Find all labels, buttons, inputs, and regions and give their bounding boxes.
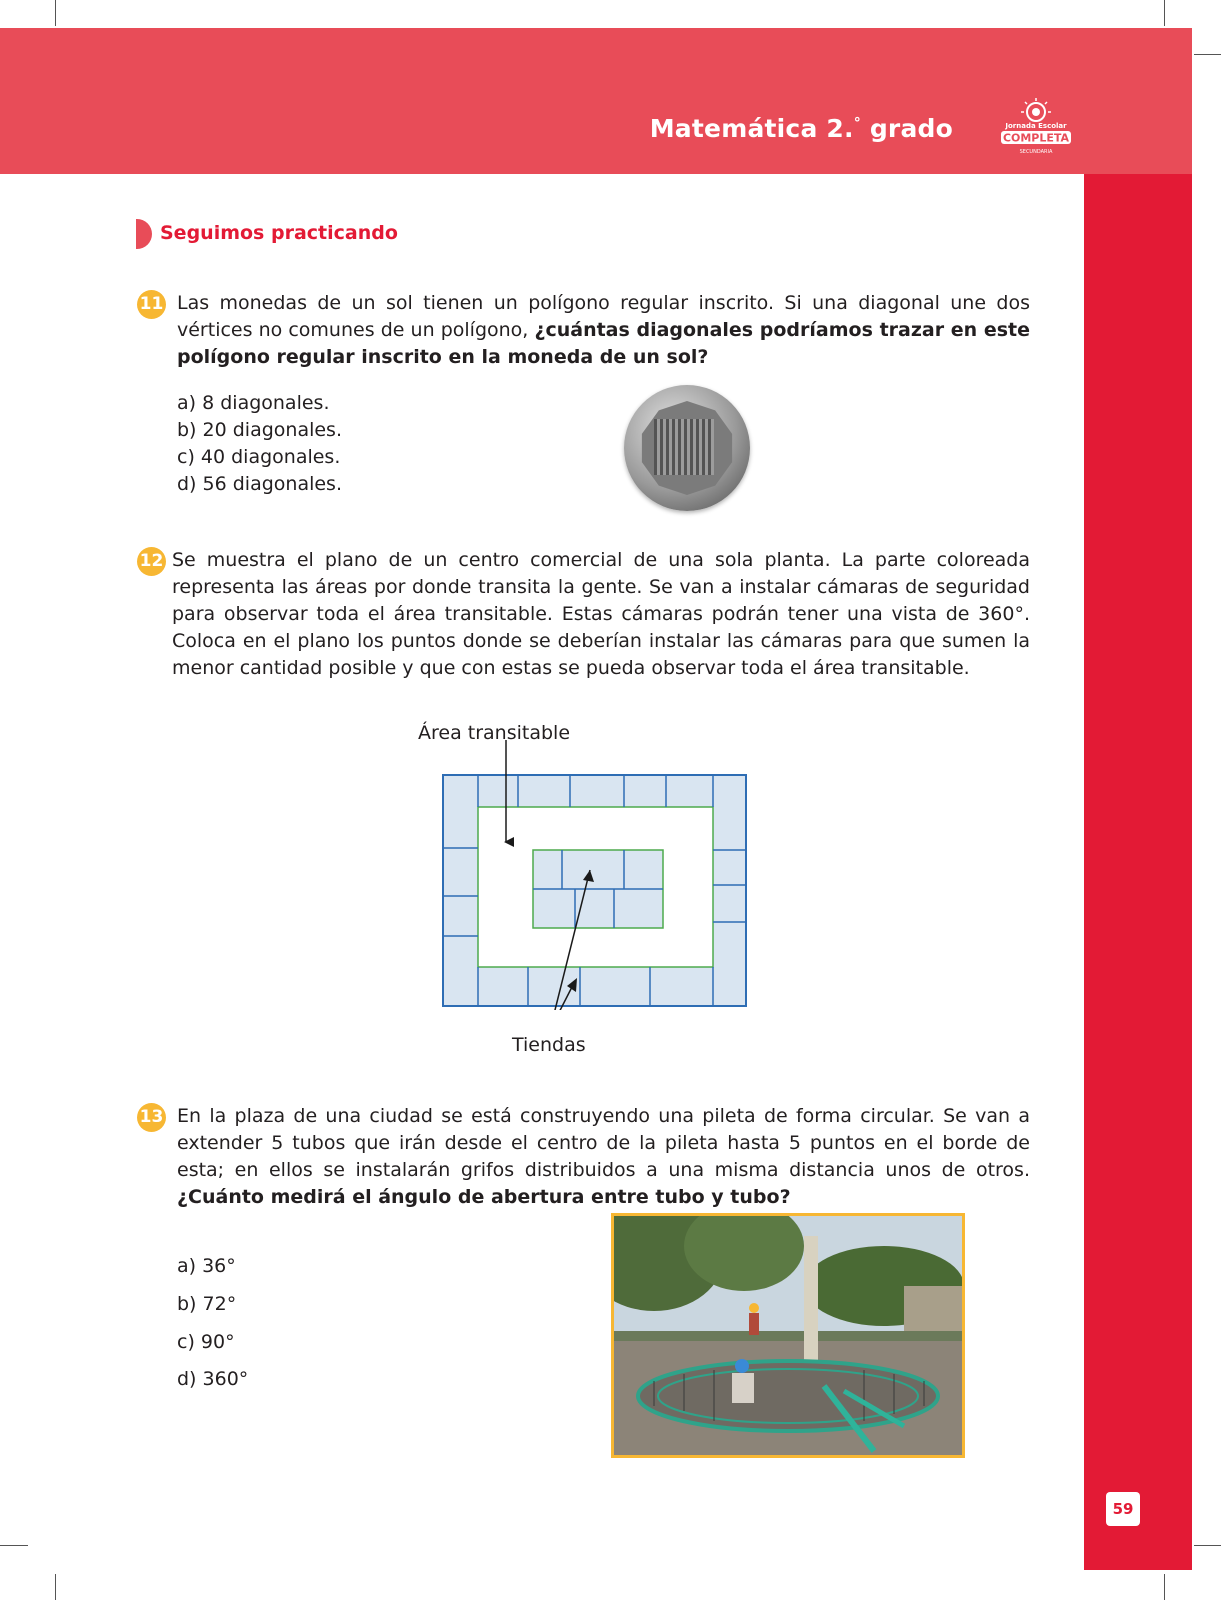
- crop-mark: [1164, 0, 1165, 26]
- svg-text:SECUNDARIA: SECUNDARIA: [1019, 149, 1053, 155]
- page-number: 59: [1106, 1492, 1140, 1526]
- fountain-construction-photo: [611, 1213, 965, 1458]
- question-12-text: Se muestra el plano de un centro comercial de una sola planta. La parte coloreada representa las áreas por donde transita la gente. Se van a instalar cámaras de seguridad para observar toda el área transitable. Estas cámaras podrán tener una vista de 360°. Coloca en el plano los puntos donde se deberían instalar las cámaras para que sumen la menor cantidad posible y que con estas se pueda observar toda el área transitable.: [172, 549, 1030, 679]
- crop-mark: [1194, 54, 1221, 55]
- question-11-text: Las monedas de un sol tienen un polígono regular inscrito. Si una diagonal une dos vértices no comunes de un polígono, ¿cuántas diagonales podríamos trazar en este polígono regular inscrito en la moneda de un sol?: [177, 292, 1030, 368]
- option-d: d) 56 diagonales.: [177, 473, 342, 495]
- svg-text:Jornada Escolar: Jornada Escolar: [1005, 122, 1067, 130]
- question-number-badge: 13: [137, 1103, 166, 1132]
- svg-text:COMPLETA: COMPLETA: [1002, 131, 1070, 145]
- label-tiendas: Tiendas: [512, 1034, 586, 1056]
- option-c: c) 90°: [177, 1331, 235, 1353]
- label-area-transitable: Área transitable: [418, 722, 571, 744]
- section-marker-icon: [136, 219, 152, 249]
- coin-photo-icon: [624, 385, 750, 511]
- header-title: Matemática 2.° grado: [649, 114, 953, 143]
- crop-mark: [0, 1545, 28, 1546]
- crop-mark: [55, 0, 56, 26]
- option-a: a) 36°: [177, 1255, 236, 1277]
- question-number-badge: 12: [137, 547, 166, 576]
- option-a: a) 8 diagonales.: [177, 392, 330, 414]
- crop-mark: [1164, 1574, 1165, 1600]
- question-13-text: En la plaza de una ciudad se está construyendo una pileta de forma circular. Se van a extender 5 tubos que irán desde el centro de la pileta hasta 5 puntos en el borde de esta; en ellos se instalarán grifos distribuidos a una misma distancia unos de otros. ¿Cuánto medirá el ángulo de abertura entre tubo y tubo?: [177, 1105, 1030, 1208]
- option-b: b) 72°: [177, 1293, 237, 1315]
- option-c: c) 40 diagonales.: [177, 446, 341, 468]
- jornada-escolar-logo: [995, 96, 1077, 158]
- crop-mark: [55, 1574, 56, 1600]
- option-d: d) 360°: [177, 1368, 249, 1390]
- sidebar-band: [1084, 174, 1192, 1570]
- crop-mark: [1194, 1545, 1221, 1546]
- option-b: b) 20 diagonales.: [177, 419, 342, 441]
- section-title: Seguimos practicando: [160, 222, 398, 244]
- mall-floor-plan: [430, 740, 760, 1010]
- question-number-badge: 11: [137, 290, 166, 319]
